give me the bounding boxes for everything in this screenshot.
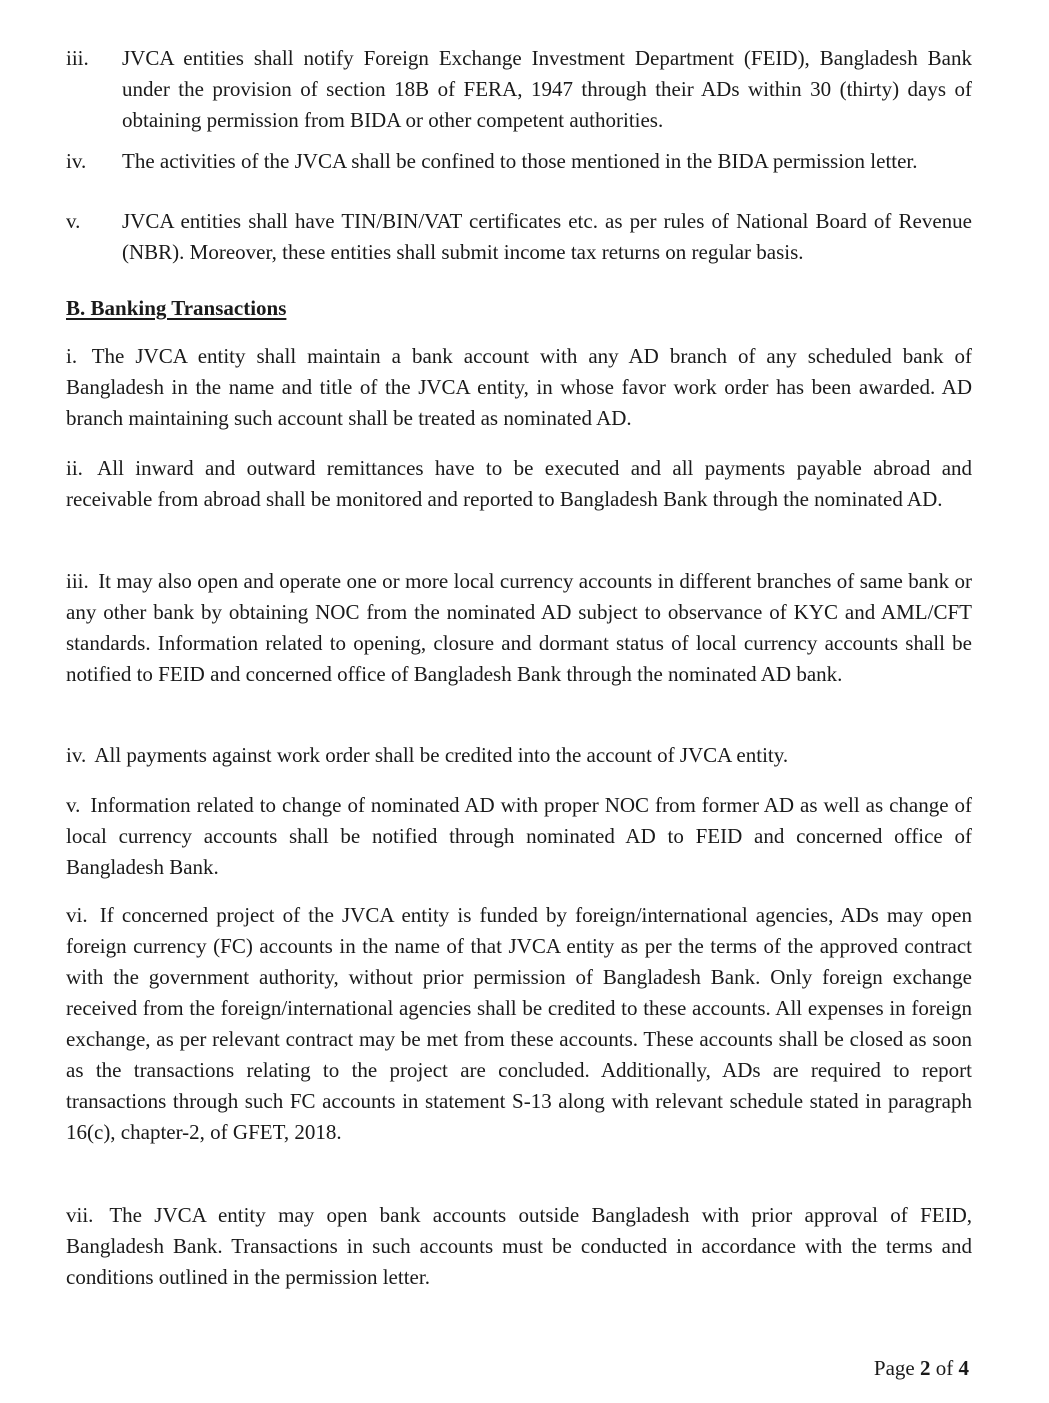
section-a-item-iii	[66, 43, 972, 136]
section-b-para-v	[66, 790, 972, 883]
para-text: The JVCA entity may open bank accounts outside Bangladesh with prior approval of FEID, Bangladesh Bank. Transactions in such accounts must be conducted in accordance with the terms and conditions outlined in the permission letter.	[66, 1203, 972, 1289]
of-label: of	[935, 1356, 954, 1380]
section-b-para-vii	[66, 1200, 972, 1293]
section-a-item-v	[66, 206, 972, 268]
item-number: iv.	[66, 149, 87, 173]
item-text: JVCA entities shall have TIN/BIN/VAT certificates etc. as per rules of National Board of Revenue (NBR). Moreover, these entities shall submit income tax returns on regular basis.	[122, 209, 972, 264]
para-number: iii.	[66, 569, 89, 593]
para-text: All payments against work order shall be credited into the account of JVCA entity.	[94, 743, 789, 767]
section-a-item-iv	[66, 146, 972, 177]
item-text: The activities of the JVCA shall be confined to those mentioned in the BIDA permission letter.	[122, 149, 918, 173]
para-number: i.	[66, 344, 78, 368]
para-text: If concerned project of the JVCA entity is funded by foreign/international agencies, ADs may open foreign currency (FC) accounts in the name of that JVCA entity as per the terms of the approved contract with the government authority, without prior permission of Bangladesh Bank. Only foreign exchange received from the foreign/international agencies shall be credited to these accounts. All expenses in foreign exchange, as per relevant contract may be met from these accounts. These accounts shall be closed as soon as the transactions relating to the project are concluded. Additionally, ADs are required to report transactions through such FC accounts in statement S-13 along with relevant schedule stated in paragraph 16(c), chapter-2, of GFET, 2018.	[66, 903, 972, 1144]
para-text: All inward and outward remittances have to be executed and all payments payable abroad and receivable from abroad shall be monitored and reported to Bangladesh Bank through the nominated AD.	[66, 456, 973, 511]
para-text: The JVCA entity shall maintain a bank account with any AD branch of any scheduled bank of Bangladesh in the name and title of the JVCA entity, in whose favor work order has been awarded. AD branch maintaining such account shall be treated as nominated AD.	[66, 344, 973, 430]
current-page: 2	[920, 1356, 931, 1380]
section-b-para-vi	[66, 900, 972, 1148]
page-label: Page	[873, 1356, 915, 1380]
item-text: JVCA entities shall notify Foreign Exchange Investment Department (FEID), Bangladesh Bank under the provision of section 18B of FERA, 1947 through their ADs within 30 (thirty) days of obtaining permission from BIDA or other competent authorities.	[122, 46, 972, 132]
para-number: iv.	[66, 743, 87, 767]
para-number: v.	[66, 793, 81, 817]
para-text: Information related to change of nominated AD with proper NOC from former AD as well as change of local currency accounts shall be notified through nominated AD to FEID and concerned office of Bangladesh Bank.	[66, 793, 972, 879]
section-b-para-iv	[66, 740, 972, 771]
section-b-para-iii	[66, 566, 972, 690]
page-number	[874, 1353, 969, 1384]
para-number: vi.	[66, 903, 88, 927]
section-b-para-i	[66, 341, 972, 434]
total-pages: 4	[958, 1356, 969, 1380]
para-number: ii.	[66, 456, 83, 480]
item-number: v.	[66, 209, 81, 233]
para-text: It may also open and operate one or more local currency accounts in different branches of same bank or any other bank by obtaining NOC from the nominated AD subject to observance of KYC and AML/CFT standards. Information related to opening, closure and dormant status of local currency accounts shall be notified to FEID and concerned office of Bangladesh Bank through the nominated AD bank.	[66, 569, 972, 686]
para-number: vii.	[66, 1203, 94, 1227]
section-b-para-ii	[66, 453, 972, 515]
item-number: iii.	[66, 46, 89, 70]
section-b-heading: B. Banking Transactions	[66, 296, 287, 320]
